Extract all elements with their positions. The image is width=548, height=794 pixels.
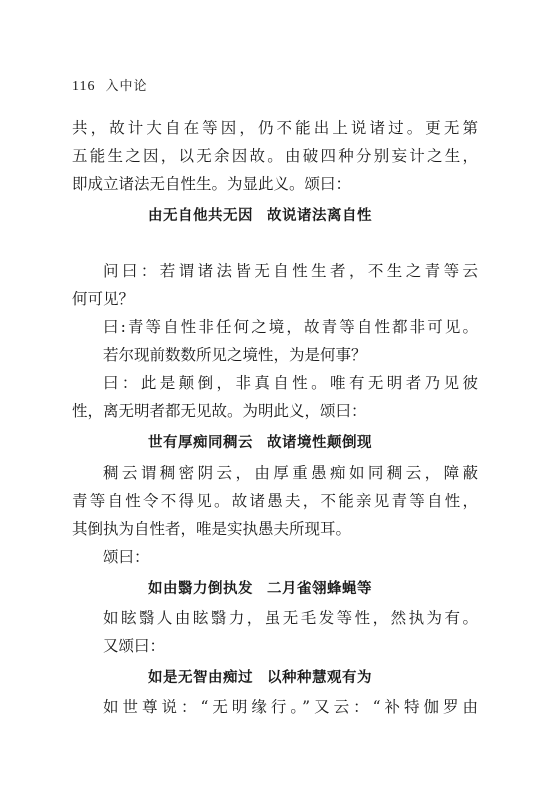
verse-half: 如由翳力倒执发 xyxy=(148,581,253,597)
text-line: 若尔现前数数所见之境性，为是何事？ xyxy=(103,346,367,364)
text-line: 共，故计大自在等因，仍不能出上说诸过。更无第 xyxy=(72,119,478,137)
text-line: 曰：此是颠倒，非真自性。唯有无明者乃见彼 xyxy=(103,374,478,392)
verse-line xyxy=(148,668,478,688)
text-line: 何可见？ xyxy=(72,290,135,308)
verse-half: 故说诸法离自性 xyxy=(267,208,372,224)
text-line: 其倒执为自性者，唯是实执愚夫所现耳。 xyxy=(72,520,352,538)
text-line: 青等自性令不得见。故诸愚夫，不能亲见青等自性， xyxy=(72,492,478,510)
running-header xyxy=(72,75,148,95)
book-title: 入中论 xyxy=(105,79,148,94)
text-line: 五能生之因，以无余因故。由破四种分别妄计之生， xyxy=(72,147,478,165)
text-line: 问曰：若谓诸法皆无自性生者，不生之青等云 xyxy=(103,262,478,280)
verse-half: 由无自他共无因 xyxy=(148,208,253,224)
verse-line xyxy=(148,579,478,599)
verse-half: 如是无智由痴过 xyxy=(148,670,253,686)
verse-line xyxy=(148,206,478,226)
text-line: 性，离无明者都无见故。为明此义，颂曰： xyxy=(72,402,367,420)
text-line: 即成立诸法无自性生。为显此义。颂曰： xyxy=(72,175,352,193)
verse-half: 以种种慧观有为 xyxy=(267,670,372,686)
text-line: 又颂曰： xyxy=(103,637,166,655)
text-line: 稠云谓稠密阴云，由厚重愚痴如同稠云，障蔽 xyxy=(103,464,478,482)
page-number: 116 xyxy=(72,79,96,94)
text-line: 如眩翳人由眩翳力，虽无毛发等性，然执为有。 xyxy=(103,609,478,627)
verse-half: 故诸境性颠倒现 xyxy=(267,435,372,451)
text-line: 颂曰： xyxy=(103,548,150,566)
verse-half: 二月雀翎蜂蝇等 xyxy=(267,581,372,597)
text-line: 如世尊说：“无明缘行。”又云：“补特伽罗由 xyxy=(103,698,478,716)
text-line: 曰:青等自性非任何之境，故青等自性都非可见。 xyxy=(103,318,478,336)
verse-line xyxy=(148,433,478,453)
verse-half: 世有厚痴同稠云 xyxy=(148,435,253,451)
